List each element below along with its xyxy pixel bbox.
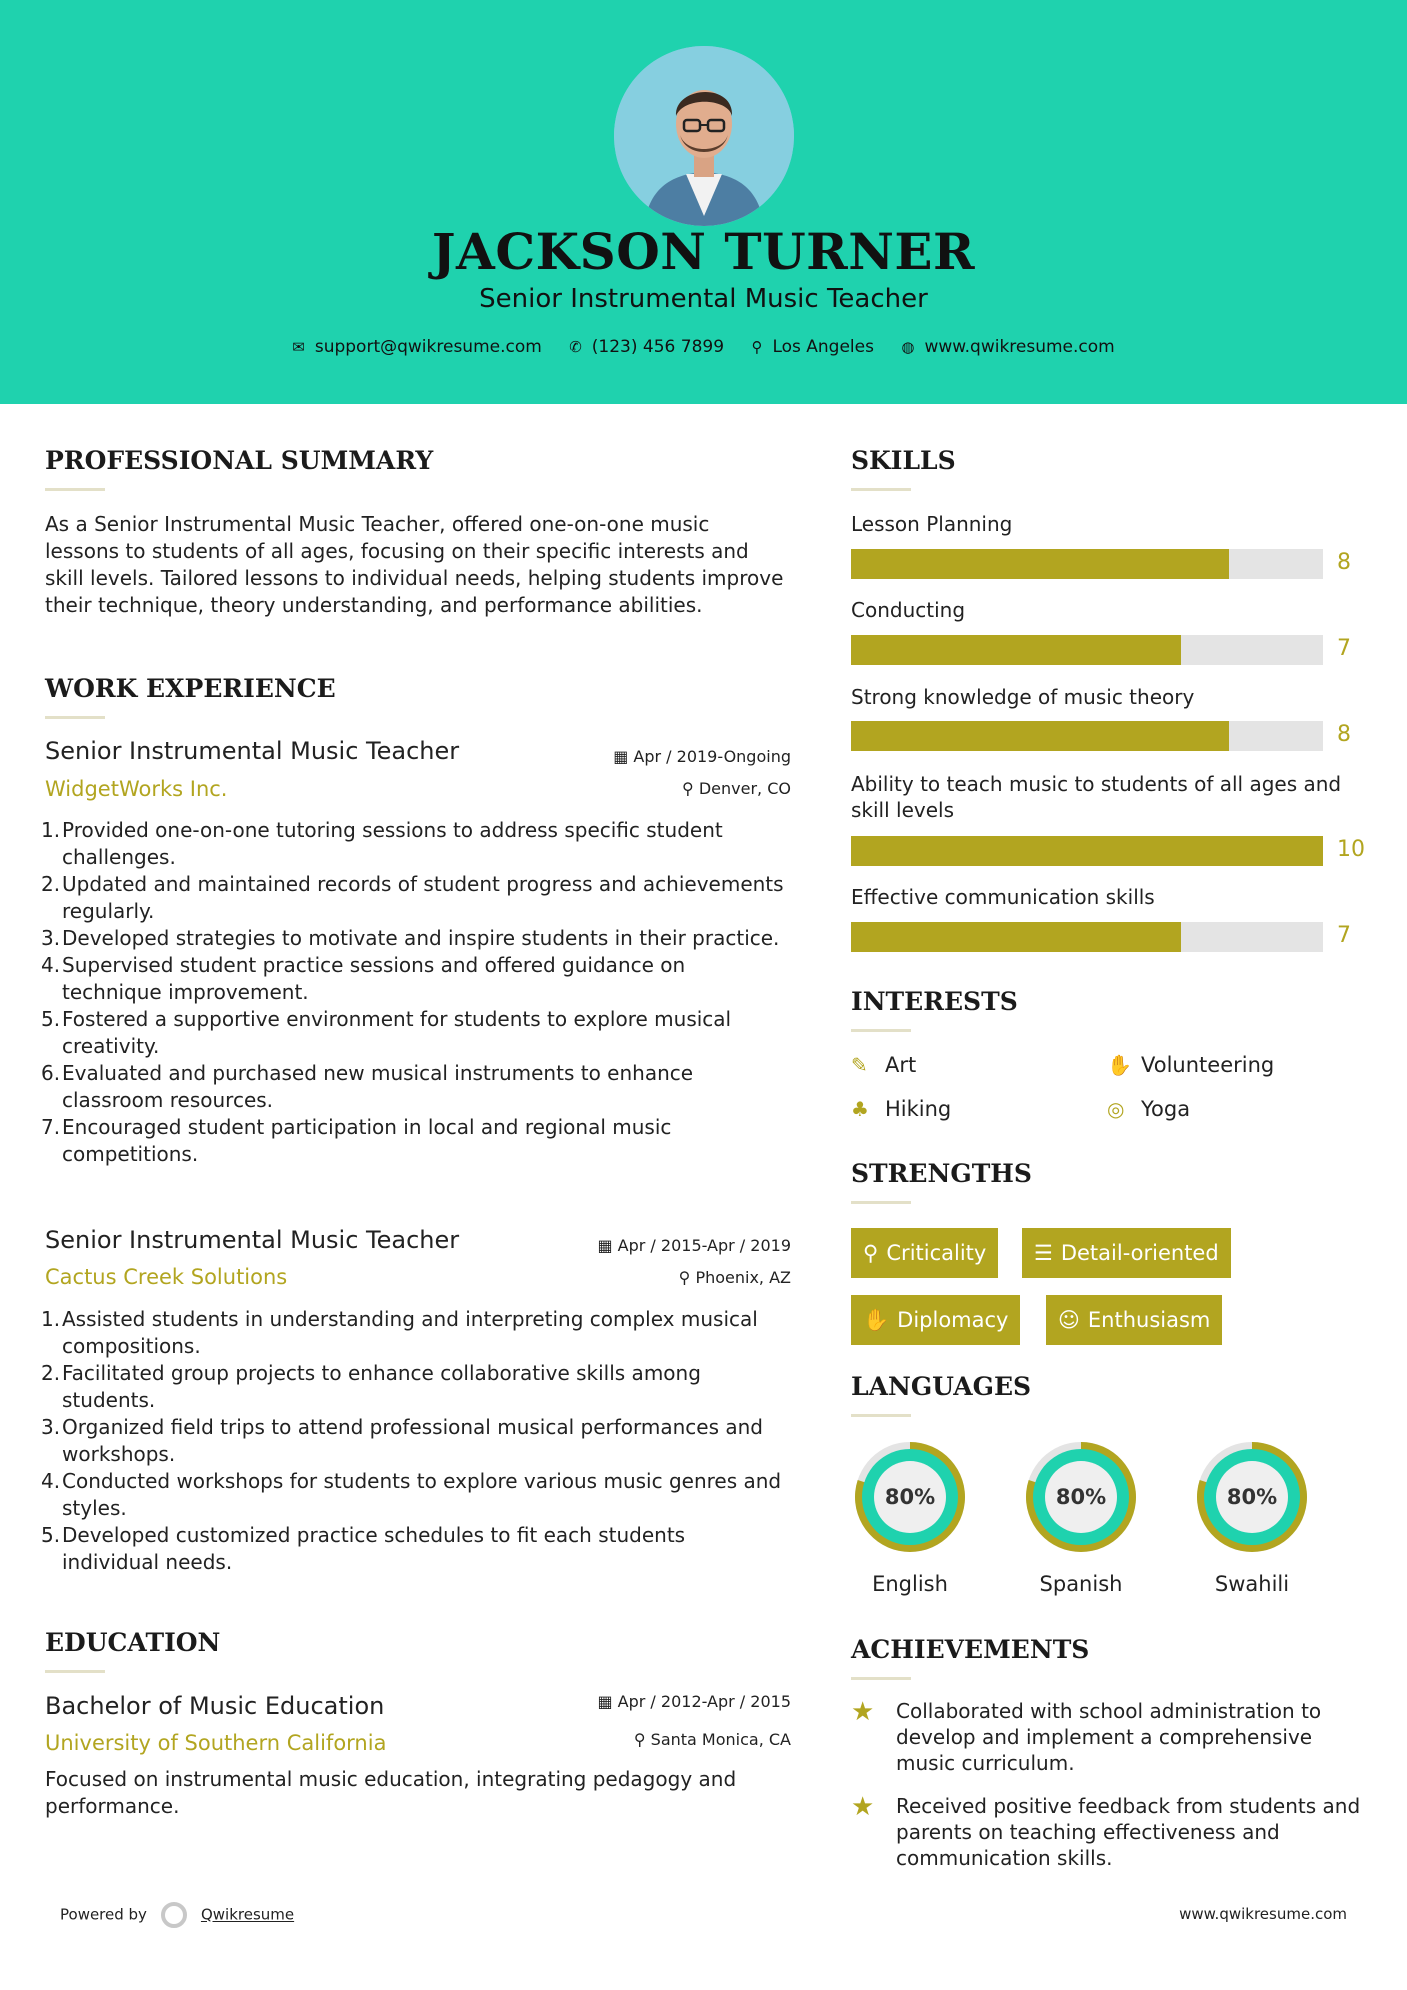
interest-label: Art — [885, 1053, 917, 1077]
skill-bar — [851, 635, 1323, 665]
experience-heading: WORK EXPERIENCE — [45, 674, 336, 703]
list-icon: ☰ — [1034, 1241, 1053, 1265]
handshake-icon: ✋ — [863, 1308, 890, 1332]
strength-tag — [1022, 1228, 1231, 1278]
job-location-text: Phoenix, AZ — [695, 1268, 791, 1287]
job-location-text: Denver, CO — [698, 779, 791, 798]
skill-bar — [851, 549, 1323, 579]
language-percent: 80% — [884, 1485, 936, 1509]
language-name: Swahili — [1214, 1572, 1290, 1596]
pin-icon: ⚲ — [682, 779, 699, 798]
skill-name: Lesson Planning — [851, 512, 1013, 536]
handshake-icon: ✋ — [1107, 1053, 1132, 1077]
job-title: Senior Instrumental Music Teacher — [45, 1226, 460, 1254]
skill-bar — [851, 922, 1323, 952]
education-heading: EDUCATION — [45, 1628, 221, 1657]
education-location-text: Santa Monica, CA — [650, 1730, 791, 1749]
job-date — [613, 747, 791, 766]
skill-bar — [851, 836, 1323, 866]
footer-powered-by — [60, 1902, 294, 1928]
list-item: 7. Encouraged student participation in local and regional music competitions. — [41, 1115, 672, 1166]
contact-bar — [0, 337, 1407, 357]
tree-icon: ♣ — [851, 1097, 869, 1121]
smile-icon: ☺ — [1058, 1308, 1080, 1332]
interest-label: Yoga — [1141, 1097, 1191, 1121]
language-percent: 80% — [1055, 1485, 1107, 1509]
list-item: 2. Updated and maintained records of student progress and achievements regularly. — [41, 872, 784, 923]
interest-item — [1107, 1053, 1274, 1077]
achievements-divider — [851, 1677, 911, 1680]
strength-tag — [1046, 1295, 1222, 1345]
list-item: 5. Developed customized practice schedules to fit each students individual needs. — [41, 1523, 686, 1574]
pin-icon: ⚲ — [633, 1730, 651, 1749]
list-item: 2. Facilitated group projects to enhance collaborative skills among students. — [41, 1361, 701, 1412]
summary-text: As a Senior Instrumental Music Teacher, offered one-on-one music lessons to students of all ages, focusing on their specific interests and skill levels. Tailored lessons to individual needs, helping students improve their technique, theory understanding, and performance abilities. — [45, 512, 784, 617]
phone-icon: ✆ — [569, 338, 582, 356]
calendar-icon: ▦ — [597, 1692, 618, 1711]
strength-label: Enthusiasm — [1087, 1308, 1211, 1332]
job-duties-list — [43, 1306, 788, 1576]
skill-value: 8 — [1337, 550, 1351, 575]
qwikresume-logo-icon — [161, 1902, 187, 1928]
strengths-divider — [851, 1201, 911, 1204]
interest-item — [1107, 1097, 1190, 1121]
job-location — [682, 779, 791, 798]
summary-divider — [45, 488, 105, 491]
summary-heading: PROFESSIONAL SUMMARY — [45, 446, 434, 475]
skill-value: 7 — [1337, 636, 1351, 661]
strength-label: Criticality — [886, 1241, 987, 1265]
job-company: Cactus Creek Solutions — [45, 1265, 288, 1289]
interest-item — [851, 1053, 916, 1077]
achievement-item: Collaborated with school administration to develop and implement a comprehensive music curriculum. — [896, 1699, 1322, 1775]
strength-tag — [851, 1295, 1020, 1345]
list-item: 5. Fostered a supportive environment for students to explore musical creativity. — [41, 1007, 732, 1058]
language-percent: 80% — [1226, 1485, 1278, 1509]
skill-value: 10 — [1337, 837, 1365, 862]
job-company: WidgetWorks Inc. — [45, 777, 228, 801]
education-date-text: Apr / 2012-Apr / 2015 — [617, 1692, 791, 1711]
candidate-name: JACKSON TURNER — [431, 222, 976, 281]
job-location — [679, 1268, 791, 1287]
interests-divider — [851, 1029, 911, 1032]
contact-email-text: support@qwikresume.com — [314, 337, 542, 357]
languages-heading: LANGUAGES — [851, 1372, 1032, 1401]
contact-phone-text: (123) 456 7899 — [591, 337, 725, 357]
education-text: Focused on instrumental music education, integrating pedagogy and performance. — [45, 1767, 737, 1818]
contact-phone[interactable] — [569, 337, 724, 357]
skill-name: Effective communication skills — [851, 885, 1155, 909]
calendar-icon: ▦ — [613, 747, 634, 766]
list-item: 4. Conducted workshops for students to explore various music genres and styles. — [41, 1469, 782, 1520]
skill-bar-fill — [851, 922, 1181, 952]
language-ring — [1191, 1436, 1313, 1558]
skills-divider — [851, 488, 911, 491]
globe-icon: ◍ — [901, 338, 915, 356]
education-location — [634, 1730, 791, 1749]
strength-label: Detail-oriented — [1060, 1241, 1219, 1265]
skill-bar — [851, 721, 1323, 751]
education-date — [597, 1692, 791, 1711]
profile-photo — [614, 46, 794, 226]
footer-url[interactable]: www.qwikresume.com — [1179, 1905, 1347, 1923]
contact-location-text: Los Angeles — [772, 337, 874, 357]
resume-header — [0, 0, 1407, 404]
skill-bar-fill — [851, 836, 1323, 866]
interest-label: Volunteering — [1141, 1053, 1275, 1077]
calendar-icon: ▦ — [597, 1236, 618, 1255]
interest-item — [851, 1097, 951, 1121]
job-date — [597, 1236, 791, 1255]
strengths-heading: STRENGTHS — [851, 1159, 1032, 1188]
skill-bar-fill — [851, 549, 1229, 579]
contact-location — [751, 337, 874, 357]
degree-title: Bachelor of Music Education — [45, 1692, 385, 1720]
skill-bar-fill — [851, 721, 1229, 751]
list-item: 1. Provided one-on-one tutoring sessions to address specific student challenges. — [41, 818, 723, 869]
skills-heading: SKILLS — [851, 446, 956, 475]
lifebuoy-icon: ◎ — [1107, 1097, 1125, 1121]
interest-label: Hiking — [885, 1097, 952, 1121]
job-date-text: Apr / 2015-Apr / 2019 — [617, 1236, 791, 1255]
job-title: Senior Instrumental Music Teacher — [45, 737, 460, 765]
list-item: 3. Organized field trips to attend professional musical performances and workshops. — [41, 1415, 763, 1466]
language-ring — [849, 1436, 971, 1558]
map-pin-icon: ⚲ — [751, 338, 763, 356]
star-icon: ★ — [851, 1792, 875, 1822]
skill-value: 7 — [1337, 923, 1351, 948]
interests-heading: INTERESTS — [851, 987, 1018, 1016]
paintbrush-icon: ✎ — [851, 1053, 868, 1077]
skill-bar-fill — [851, 635, 1181, 665]
job-date-text: Apr / 2019-Ongoing — [633, 747, 791, 766]
achievement-item: Received positive feedback from students and parents on teaching effectiveness and communication skills. — [896, 1794, 1361, 1870]
languages-divider — [851, 1414, 911, 1417]
contact-website-text: www.qwikresume.com — [924, 337, 1115, 357]
language-name: English — [872, 1572, 948, 1596]
person-portrait-icon — [614, 46, 794, 226]
list-item: 3. Developed strategies to motivate and inspire students in their practice. — [41, 926, 780, 950]
list-item: 1. Assisted students in understanding and interpreting complex musical compositions. — [41, 1307, 758, 1358]
experience-divider — [45, 716, 105, 719]
search-icon: ⚲ — [863, 1241, 879, 1265]
skill-name: Conducting — [851, 598, 966, 622]
language-ring — [1020, 1436, 1142, 1558]
powered-by-label: Powered by — [60, 1905, 147, 1924]
skill-name: Strong knowledge of music theory — [851, 685, 1195, 709]
strength-label: Diplomacy — [897, 1308, 1009, 1332]
brand-link[interactable]: Qwikresume — [200, 1905, 295, 1924]
achievements-heading: ACHIEVEMENTS — [851, 1635, 1090, 1664]
list-item: 4. Supervised student practice sessions and offered guidance on technique improvement. — [41, 953, 686, 1004]
envelope-icon: ✉ — [292, 338, 305, 356]
skill-name: Ability to teach music to students of all ages and skill levels — [851, 772, 1342, 822]
list-item: 6. Evaluated and purchased new musical instruments to enhance classroom resources. — [41, 1061, 694, 1112]
contact-website[interactable] — [901, 337, 1114, 357]
star-icon: ★ — [851, 1697, 875, 1727]
strength-tag — [851, 1228, 998, 1278]
skill-value: 8 — [1337, 722, 1351, 747]
language-name: Spanish — [1039, 1572, 1123, 1596]
education-divider — [45, 1670, 105, 1673]
job-duties-list — [43, 817, 788, 1168]
school-name: University of Southern California — [45, 1731, 387, 1755]
candidate-role: Senior Instrumental Music Teacher — [479, 284, 928, 314]
contact-email[interactable] — [292, 337, 542, 357]
pin-icon: ⚲ — [678, 1268, 696, 1287]
